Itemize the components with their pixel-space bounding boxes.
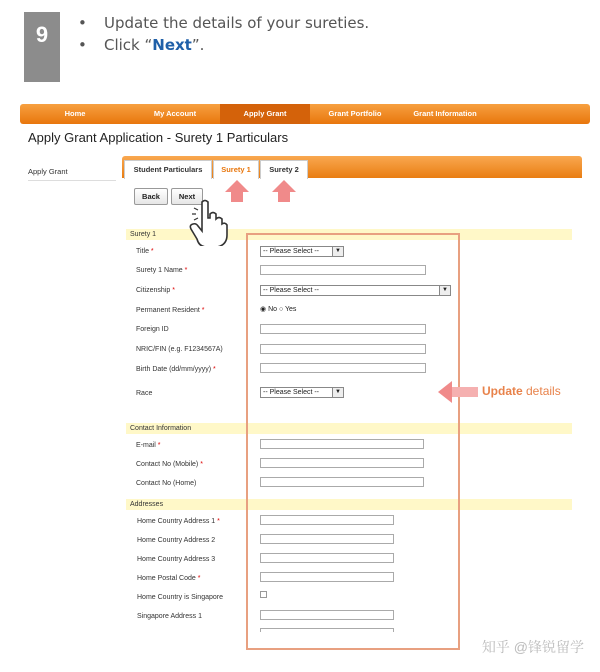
label-birth-date: Birth Date (dd/mm/yyyy) *: [136, 366, 216, 373]
label-email: E-mail *: [136, 442, 161, 449]
side-menu-apply-grant[interactable]: Apply Grant: [28, 167, 68, 176]
instruction-line-1: • Update the details of your sureties.: [78, 14, 369, 36]
update-details-note: Update details: [482, 384, 561, 398]
side-divider: [28, 180, 116, 181]
instruction-line-2: • Click “Next”.: [78, 36, 369, 58]
label-postal-code: Home Postal Code *: [137, 575, 201, 582]
tab-surety-2[interactable]: Surety 2: [260, 160, 308, 179]
title-select[interactable]: -- Please Select -- ▼: [260, 246, 344, 257]
pr-radio-group[interactable]: ◉ No ○ Yes: [260, 306, 297, 313]
chevron-down-icon: ▼: [439, 286, 450, 295]
race-select[interactable]: -- Please Select -- ▼: [260, 387, 344, 398]
highlight-box: [246, 233, 460, 650]
label-title: Title *: [136, 248, 154, 255]
label-nric: NRIC/FIN (e.g. F1234567A): [136, 346, 223, 353]
back-button[interactable]: Back: [134, 188, 168, 205]
citizenship-select[interactable]: -- Please Select -- ▼: [260, 285, 451, 296]
label-mobile: Contact No (Mobile) *: [136, 461, 203, 468]
label-citizenship: Citizenship *: [136, 287, 175, 294]
label-permanent-resident: Permanent Resident *: [136, 307, 205, 314]
label-address-2: Home Country Address 2: [137, 537, 216, 544]
section-contact: Contact Information: [126, 423, 572, 434]
main-nav: [20, 104, 590, 124]
label-home-is-singapore: Home Country is Singapore: [137, 594, 223, 601]
page-title: Apply Grant Application - Surety 1 Particulars: [28, 130, 289, 145]
section-addresses: Addresses: [126, 499, 572, 510]
instructions: [78, 14, 369, 58]
next-keyword: Next: [152, 36, 192, 54]
label-foreign-id: Foreign ID: [136, 326, 169, 333]
label-home-phone: Contact No (Home): [136, 480, 197, 487]
pointing-hand-icon: [188, 198, 228, 251]
nav-grant-portfolio[interactable]: Grant Portfolio: [328, 109, 382, 118]
label-singapore-address-1: Singapore Address 1: [137, 613, 202, 620]
nav-my-account[interactable]: My Account: [153, 109, 197, 118]
tab-student-particulars[interactable]: Student Particulars: [124, 160, 212, 179]
chevron-down-icon: ▼: [332, 247, 343, 256]
chevron-down-icon: ▼: [332, 388, 343, 397]
label-race: Race: [136, 390, 153, 397]
label-address-1: Home Country Address 1 *: [137, 518, 220, 525]
nav-home[interactable]: Home: [64, 109, 86, 118]
step-number: 9: [24, 12, 60, 82]
label-address-3: Home Country Address 3: [137, 556, 216, 563]
nav-grant-information[interactable]: Grant Information: [413, 109, 477, 118]
tab-surety-1[interactable]: Surety 1: [213, 160, 259, 179]
watermark: 知乎 @锋锐留学: [481, 639, 584, 655]
nav-apply-grant[interactable]: Apply Grant: [220, 104, 310, 124]
section-surety: Surety 1: [126, 229, 572, 240]
label-surety-name: Surety 1 Name *: [136, 267, 188, 274]
next-button[interactable]: Next: [171, 188, 203, 205]
